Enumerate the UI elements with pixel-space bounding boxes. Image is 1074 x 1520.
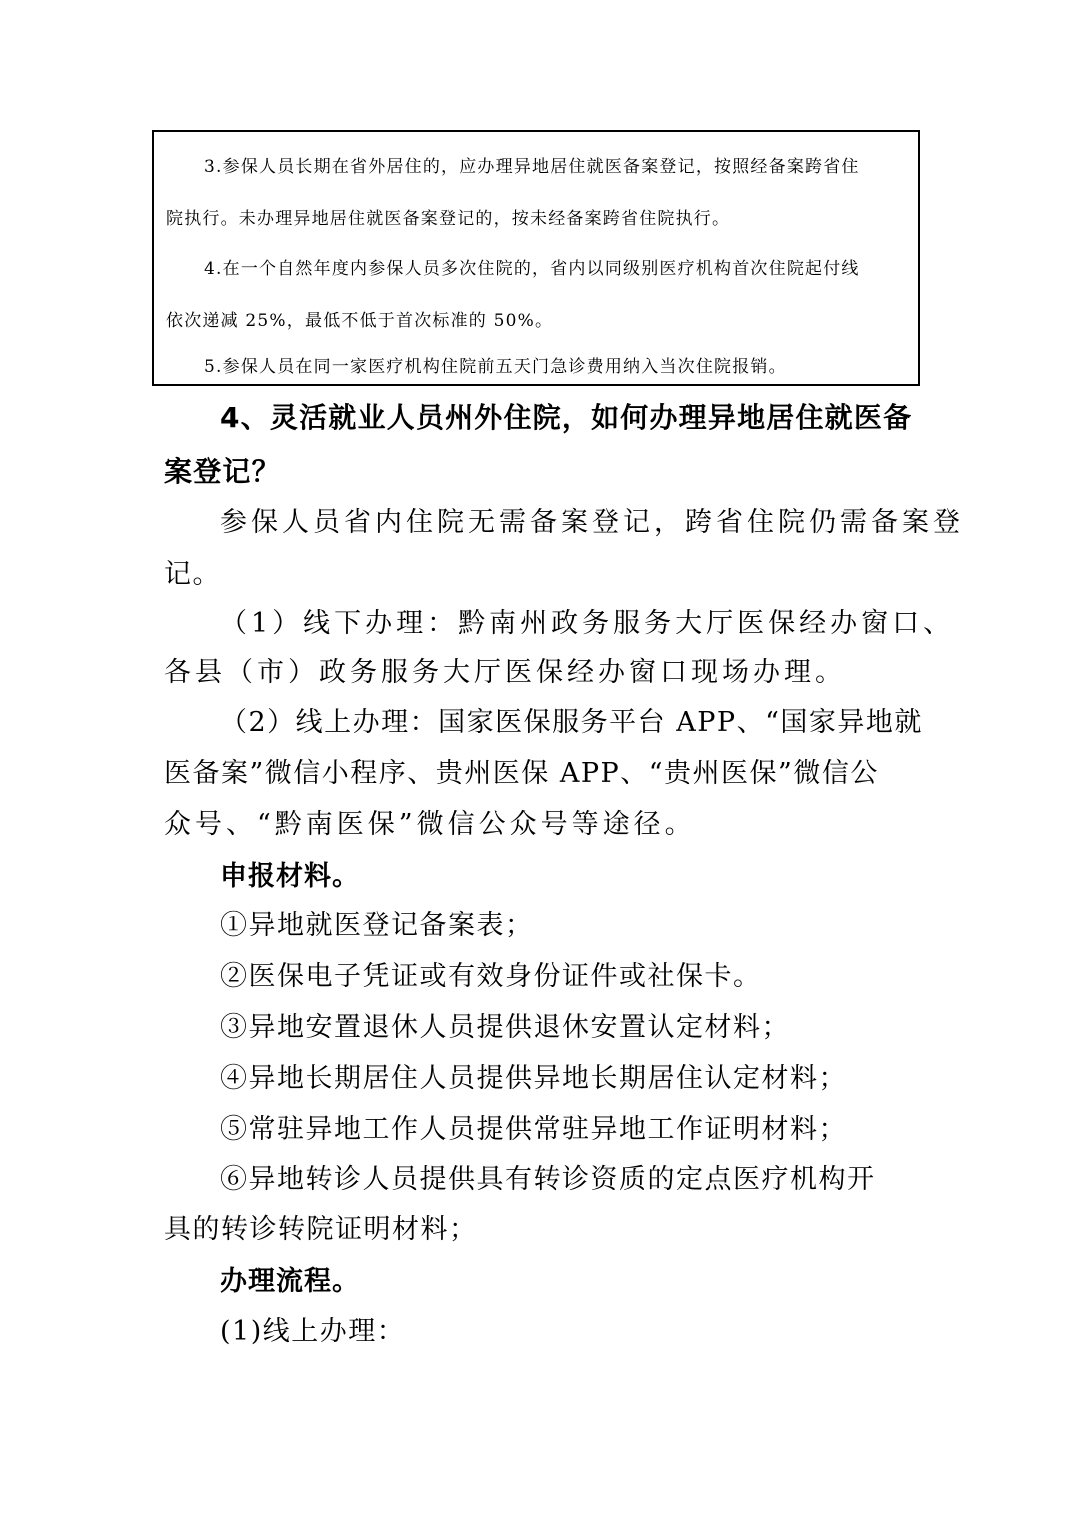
section-heading-line-2: 案登记？ bbox=[164, 455, 281, 488]
materials-item-1: ①异地就医登记备案表； bbox=[220, 910, 534, 941]
online-line-3: 众号、“黔南医保”微信公众号等途径。 bbox=[164, 809, 696, 840]
process-title: 办理流程。 bbox=[220, 1266, 360, 1297]
materials-item-6: ⑥异地转诊人员提供具有转诊资质的定点医疗机构开 bbox=[220, 1164, 876, 1195]
materials-item-4: ④异地长期居住人员提供异地长期居住认定材料； bbox=[220, 1063, 847, 1094]
process-step-1: (1)线上办理： bbox=[220, 1316, 406, 1347]
materials-item-5: ⑤常驻异地工作人员提供常驻异地工作证明材料； bbox=[220, 1114, 847, 1145]
section-heading-line-1: 4、灵活就业人员州外住院，如何办理异地居住就医备 bbox=[220, 401, 913, 434]
materials-title: 申报材料。 bbox=[220, 861, 360, 892]
note-line-3: 4.在一个自然年度内参保人员多次住院的，省内以同级别医疗机构首次住院起付线 bbox=[204, 259, 860, 279]
materials-item-3: ③异地安置退休人员提供退休安置认定材料； bbox=[220, 1012, 790, 1043]
intro-line-2: 记。 bbox=[164, 559, 221, 590]
materials-item-2: ②医保电子凭证或有效身份证件或社保卡。 bbox=[220, 961, 762, 992]
notes-box bbox=[152, 130, 920, 386]
offline-line-2: 各县（市）政务服务大厅医保经办窗口现场办理。 bbox=[164, 657, 846, 688]
note-line-2: 院执行。未办理异地居住就医备案登记的，按未经备案跨省住院执行。 bbox=[166, 209, 731, 229]
note-line-1: 3.参保人员长期在省外居住的，应办理异地居住就医备案登记，按照经备案跨省住 bbox=[204, 157, 860, 177]
online-line-2: 医备案”微信小程序、贵州医保 APP、“贵州医保”微信公 bbox=[164, 758, 879, 789]
online-line-1: （2）线上办理：国家医保服务平台 APP、“国家异地就 bbox=[220, 707, 923, 738]
intro-line-1: 参保人员省内住院无需备案登记，跨省住院仍需备案登 bbox=[220, 507, 964, 538]
note-line-4: 依次递减 25%，最低不低于首次标准的 50%。 bbox=[166, 311, 554, 331]
offline-line-1: （1）线下办理：黔南州政务服务大厅医保经办窗口、 bbox=[220, 608, 955, 639]
materials-item-6-cont: 具的转诊转院证明材料； bbox=[164, 1214, 478, 1245]
note-line-5: 5.参保人员在同一家医疗机构住院前五天门急诊费用纳入当次住院报销。 bbox=[204, 357, 787, 377]
